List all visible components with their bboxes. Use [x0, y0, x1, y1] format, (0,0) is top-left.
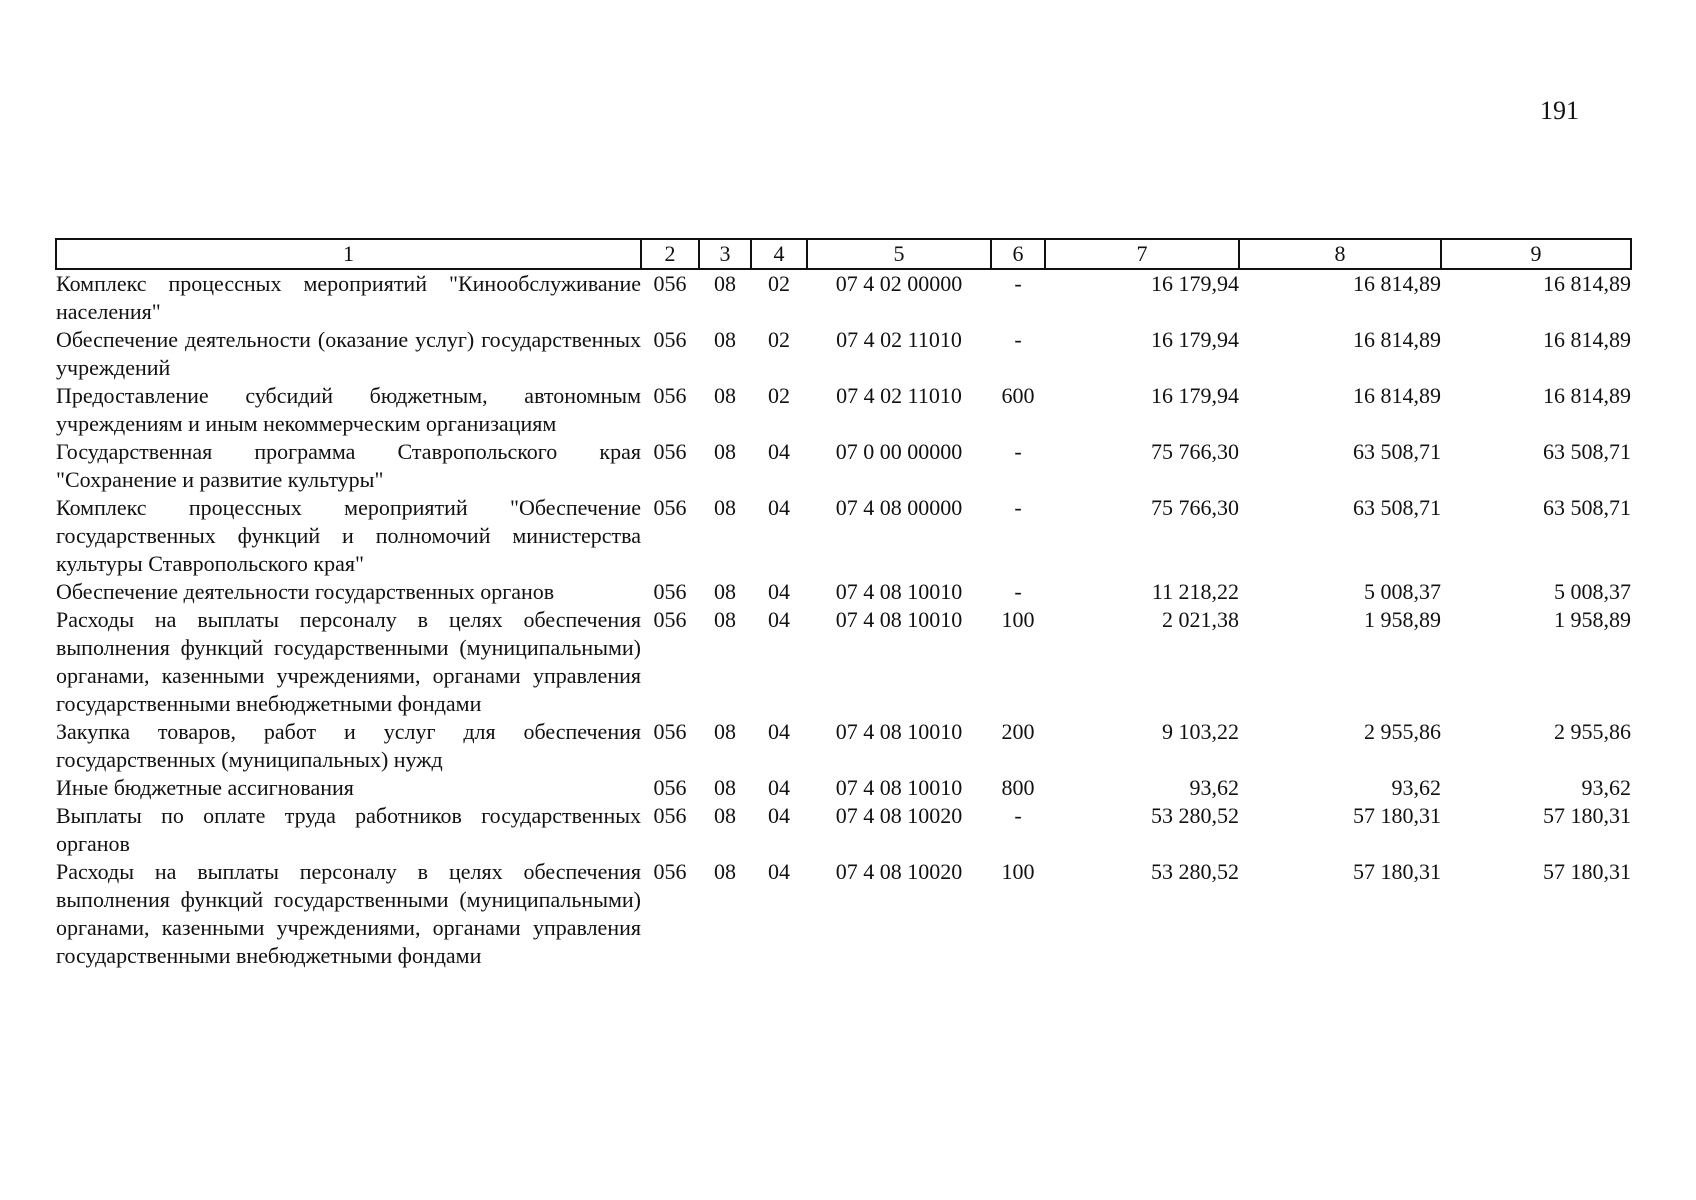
subsection-code: 02 — [768, 327, 790, 352]
column-header: 2 — [641, 239, 699, 269]
subsection-code: 04 — [768, 803, 790, 828]
subsection-code: 02 — [768, 271, 790, 296]
expense-type-code: 100 — [1001, 859, 1035, 884]
ministry-code: 056 — [653, 579, 687, 604]
subsection-code: 02 — [768, 383, 790, 408]
amount-col-9: 57 180,31 — [1543, 859, 1631, 884]
table-row — [56, 269, 1631, 326]
row-name: Обеспечение деятельности (оказание услуг) государственных учреждений — [56, 327, 641, 380]
section-code: 08 — [714, 439, 736, 464]
section-code: 08 — [714, 607, 736, 632]
amount-col-9: 1 958,89 — [1554, 607, 1631, 632]
ministry-code: 056 — [653, 327, 687, 352]
amount-col-9: 93,62 — [1581, 775, 1631, 800]
column-header: 3 — [699, 239, 751, 269]
amount-col-8: 63 508,71 — [1353, 495, 1441, 520]
row-name: Закупка товаров, работ и услуг для обеспечения государственных (муниципальных) нужд — [56, 719, 641, 772]
table-row — [56, 382, 1631, 438]
ministry-code: 056 — [653, 439, 687, 464]
amount-col-8: 2 955,86 — [1364, 719, 1441, 744]
ministry-code: 056 — [653, 803, 687, 828]
row-name: Выплаты по оплате труда работников государственных органов — [56, 803, 641, 856]
expense-type-code: 800 — [1001, 775, 1035, 800]
budget-table — [55, 238, 1632, 970]
section-code: 08 — [714, 775, 736, 800]
expense-type-code: - — [1014, 579, 1022, 604]
amount-col-9: 63 508,71 — [1543, 439, 1631, 464]
amount-col-9: 16 814,89 — [1543, 383, 1631, 408]
expense-type-code: 600 — [1001, 383, 1035, 408]
section-code: 08 — [714, 383, 736, 408]
section-code: 08 — [714, 271, 736, 296]
column-header: 1 — [56, 239, 641, 269]
row-name: Комплекс процессных мероприятий "Обеспечение государственных функций и полномочий министерства культуры Ставропольского края" — [56, 495, 641, 576]
amount-col-7: 16 179,94 — [1151, 383, 1239, 408]
amount-col-8: 93,62 — [1391, 775, 1441, 800]
expense-type-code: - — [1014, 439, 1022, 464]
target-article-code: 07 4 08 10020 — [835, 859, 963, 884]
target-article-code: 07 4 02 00000 — [835, 271, 963, 296]
ministry-code: 056 — [653, 775, 687, 800]
page-number: 191 — [1540, 96, 1579, 125]
amount-col-7: 2 021,38 — [1162, 607, 1239, 632]
amount-col-7: 75 766,30 — [1151, 439, 1239, 464]
table-header — [56, 239, 1631, 269]
amount-col-9: 5 008,37 — [1554, 579, 1631, 604]
amount-col-8: 16 814,89 — [1353, 383, 1441, 408]
amount-col-8: 63 508,71 — [1353, 439, 1441, 464]
table-body — [56, 269, 1631, 970]
table-row — [56, 494, 1631, 578]
row-name: Иные бюджетные ассигнования — [56, 775, 354, 800]
amount-col-7: 16 179,94 — [1151, 327, 1239, 352]
subsection-code: 04 — [768, 719, 790, 744]
subsection-code: 04 — [768, 495, 790, 520]
target-article-code: 07 4 08 10010 — [835, 719, 963, 744]
expense-type-code: - — [1014, 271, 1022, 296]
row-name: Комплекс процессных мероприятий "Кинообслуживание населения" — [56, 271, 641, 324]
section-code: 08 — [714, 327, 736, 352]
column-header: 5 — [807, 239, 991, 269]
amount-col-9: 16 814,89 — [1543, 327, 1631, 352]
column-header: 8 — [1239, 239, 1441, 269]
expense-type-code: 100 — [1001, 607, 1035, 632]
amount-col-8: 5 008,37 — [1364, 579, 1441, 604]
subsection-code: 04 — [768, 859, 790, 884]
target-article-code: 07 4 02 11010 — [836, 327, 962, 352]
amount-col-7: 93,62 — [1189, 775, 1239, 800]
amount-col-7: 75 766,30 — [1151, 495, 1239, 520]
ministry-code: 056 — [653, 607, 687, 632]
amount-col-9: 63 508,71 — [1543, 495, 1631, 520]
ministry-code: 056 — [653, 719, 687, 744]
row-name: Предоставление субсидий бюджетным, автономным учреждениям и иным некоммерческим организациям — [56, 383, 641, 436]
amount-col-9: 16 814,89 — [1543, 271, 1631, 296]
target-article-code: 07 4 08 10020 — [835, 803, 963, 828]
table-row — [56, 326, 1631, 382]
expense-type-code: - — [1014, 327, 1022, 352]
table-row — [56, 802, 1631, 858]
target-article-code: 07 4 08 00000 — [835, 495, 963, 520]
table-row — [56, 606, 1631, 718]
amount-col-8: 57 180,31 — [1353, 859, 1441, 884]
amount-col-8: 57 180,31 — [1353, 803, 1441, 828]
subsection-code: 04 — [768, 579, 790, 604]
section-code: 08 — [714, 579, 736, 604]
expense-type-code: 200 — [1001, 719, 1035, 744]
subsection-code: 04 — [768, 607, 790, 632]
row-name: Государственная программа Ставропольского края "Сохранение и развитие культуры" — [56, 439, 641, 492]
ministry-code: 056 — [653, 271, 687, 296]
column-header: 9 — [1441, 239, 1631, 269]
amount-col-8: 16 814,89 — [1353, 327, 1441, 352]
table-row — [56, 858, 1631, 970]
expense-type-code: - — [1014, 803, 1022, 828]
ministry-code: 056 — [653, 859, 687, 884]
row-name: Расходы на выплаты персоналу в целях обеспечения выполнения функций государственными (муниципальными) органами, казенными учреждениями, органами управления государственными внебюджетными фондами — [56, 607, 641, 716]
table-row — [56, 774, 1631, 802]
section-code: 08 — [714, 495, 736, 520]
table-row — [56, 578, 1631, 606]
amount-col-8: 16 814,89 — [1353, 271, 1441, 296]
row-name: Расходы на выплаты персоналу в целях обеспечения выполнения функций государственными (муниципальными) органами, казенными учреждениями, органами управления государственными внебюджетными фондами — [56, 859, 641, 968]
target-article-code: 07 0 00 00000 — [835, 439, 963, 464]
section-code: 08 — [714, 803, 736, 828]
amount-col-7: 53 280,52 — [1151, 803, 1239, 828]
target-article-code: 07 4 08 10010 — [835, 607, 963, 632]
section-code: 08 — [714, 859, 736, 884]
amount-col-7: 16 179,94 — [1151, 271, 1239, 296]
subsection-code: 04 — [768, 775, 790, 800]
column-header: 7 — [1045, 239, 1239, 269]
target-article-code: 07 4 08 10010 — [835, 775, 963, 800]
amount-col-8: 1 958,89 — [1364, 607, 1441, 632]
column-header: 4 — [751, 239, 807, 269]
amount-col-9: 2 955,86 — [1554, 719, 1631, 744]
expense-type-code: - — [1014, 495, 1022, 520]
amount-col-9: 57 180,31 — [1543, 803, 1631, 828]
section-code: 08 — [714, 719, 736, 744]
target-article-code: 07 4 02 11010 — [836, 383, 962, 408]
target-article-code: 07 4 08 10010 — [835, 579, 963, 604]
column-number-row — [56, 239, 1631, 269]
amount-col-7: 11 218,22 — [1151, 579, 1239, 604]
ministry-code: 056 — [653, 495, 687, 520]
row-name: Обеспечение деятельности государственных органов — [56, 579, 555, 604]
ministry-code: 056 — [653, 383, 687, 408]
amount-col-7: 53 280,52 — [1151, 859, 1239, 884]
amount-col-7: 9 103,22 — [1162, 719, 1239, 744]
column-header: 6 — [991, 239, 1045, 269]
table-row — [56, 718, 1631, 774]
table-row — [56, 438, 1631, 494]
subsection-code: 04 — [768, 439, 790, 464]
